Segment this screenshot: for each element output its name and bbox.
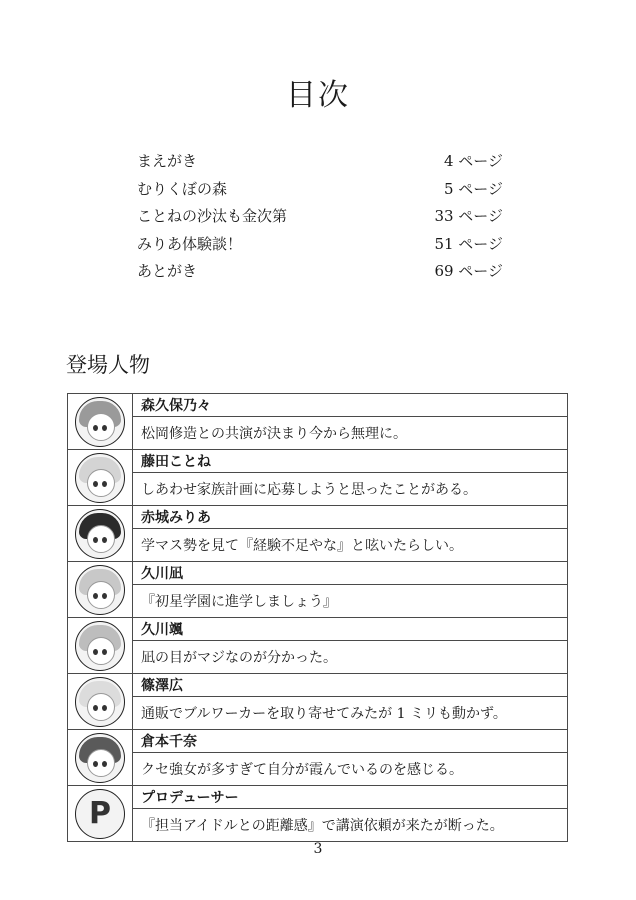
table-row — [68, 450, 568, 473]
toc-entry-page: 5 ページ — [443, 179, 503, 198]
avatar — [75, 677, 125, 727]
avatar — [75, 509, 125, 559]
character-name: 赤城みりあ — [133, 506, 568, 529]
character-name: 久川凪 — [133, 562, 568, 585]
table-row — [68, 641, 568, 674]
avatar-cell — [68, 394, 133, 450]
avatar-cell — [68, 450, 133, 506]
eye-shape — [93, 537, 98, 543]
producer-icon-letter: P — [89, 795, 111, 831]
character-description: しあわせ家族計画に応募しようと思ったことがある。 — [133, 473, 568, 506]
character-name: プロデューサー — [133, 786, 568, 809]
face-shape — [87, 749, 115, 777]
eye-shape — [102, 593, 107, 599]
toc-entry — [137, 147, 503, 175]
character-description: 『担当アイドルとの距離感』で講演依頼が来たが断った。 — [133, 809, 568, 842]
eye-shape — [93, 425, 98, 431]
character-description: 通販でブルワーカーを取り寄せてみたが 1 ミリも動かず。 — [133, 697, 568, 730]
avatar — [75, 733, 125, 783]
toc-entry-title: まえがき — [137, 152, 198, 171]
table-row — [68, 697, 568, 730]
characters-table — [67, 393, 568, 842]
toc-entry-title: ことねの沙汰も金次第 — [137, 207, 288, 226]
toc-entry-page: 69 ページ — [434, 262, 503, 281]
character-name: 藤田ことね — [133, 450, 568, 473]
character-description: 松岡修造との共演が決まり今から無理に。 — [133, 417, 568, 450]
table-row — [68, 417, 568, 450]
toc-entry — [137, 230, 503, 258]
character-description: 『初星学園に進学しましょう』 — [133, 585, 568, 618]
toc-entry — [137, 202, 503, 230]
table-row — [68, 506, 568, 529]
page-number: 3 — [313, 841, 323, 857]
toc-entry-title: みりあ体験談！ — [137, 234, 243, 253]
table-of-contents — [137, 147, 503, 285]
avatar-cell — [68, 786, 133, 842]
character-description: 学マス勢を見て『経験不足やな』と呟いたらしい。 — [133, 529, 568, 562]
face-shape — [87, 525, 115, 553]
avatar-cell — [68, 618, 133, 674]
face-shape — [87, 413, 115, 441]
avatar — [75, 453, 125, 503]
eye-shape — [102, 705, 107, 711]
avatar — [75, 621, 125, 671]
table-row — [68, 786, 568, 809]
avatar — [75, 397, 125, 447]
toc-entry-page: 33 ページ — [434, 207, 503, 226]
eye-shape — [93, 761, 98, 767]
table-row — [68, 618, 568, 641]
table-row — [68, 529, 568, 562]
eye-shape — [93, 481, 98, 487]
toc-entry-title: あとがき — [137, 262, 198, 281]
table-row — [68, 473, 568, 506]
eye-shape — [102, 761, 107, 767]
face-shape — [87, 637, 115, 665]
eye-shape — [102, 481, 107, 487]
eye-shape — [102, 537, 107, 543]
avatar-cell — [68, 562, 133, 618]
avatar-cell — [68, 674, 133, 730]
character-name: 倉本千奈 — [133, 730, 568, 753]
table-row — [68, 730, 568, 753]
producer-icon — [75, 789, 125, 839]
toc-entry — [137, 257, 503, 285]
avatar — [75, 565, 125, 615]
toc-entry-page: 4 ページ — [443, 152, 503, 171]
eye-shape — [102, 425, 107, 431]
character-description: 凪の目がマジなのが分かった。 — [133, 641, 568, 674]
avatar-cell — [68, 506, 133, 562]
face-shape — [87, 581, 115, 609]
table-row — [68, 753, 568, 786]
face-shape — [87, 693, 115, 721]
eye-shape — [102, 649, 107, 655]
character-name: 森久保乃々 — [133, 394, 568, 417]
table-row — [68, 562, 568, 585]
table-row — [68, 809, 568, 842]
character-name: 篠澤広 — [133, 674, 568, 697]
toc-entry-page: 51 ページ — [434, 234, 503, 253]
characters-heading: 登場人物 — [66, 353, 150, 377]
avatar-cell — [68, 730, 133, 786]
table-row — [68, 674, 568, 697]
table-row — [68, 585, 568, 618]
table-row — [68, 394, 568, 417]
toc-entry-title: むりくぼの森 — [137, 179, 228, 198]
eye-shape — [93, 649, 98, 655]
character-name: 久川颯 — [133, 618, 568, 641]
eye-shape — [93, 705, 98, 711]
page-title: 目次 — [286, 78, 350, 113]
eye-shape — [93, 593, 98, 599]
character-description: クセ強女が多すぎて自分が霞んでいるのを感じる。 — [133, 753, 568, 786]
face-shape — [87, 469, 115, 497]
toc-entry — [137, 175, 503, 203]
